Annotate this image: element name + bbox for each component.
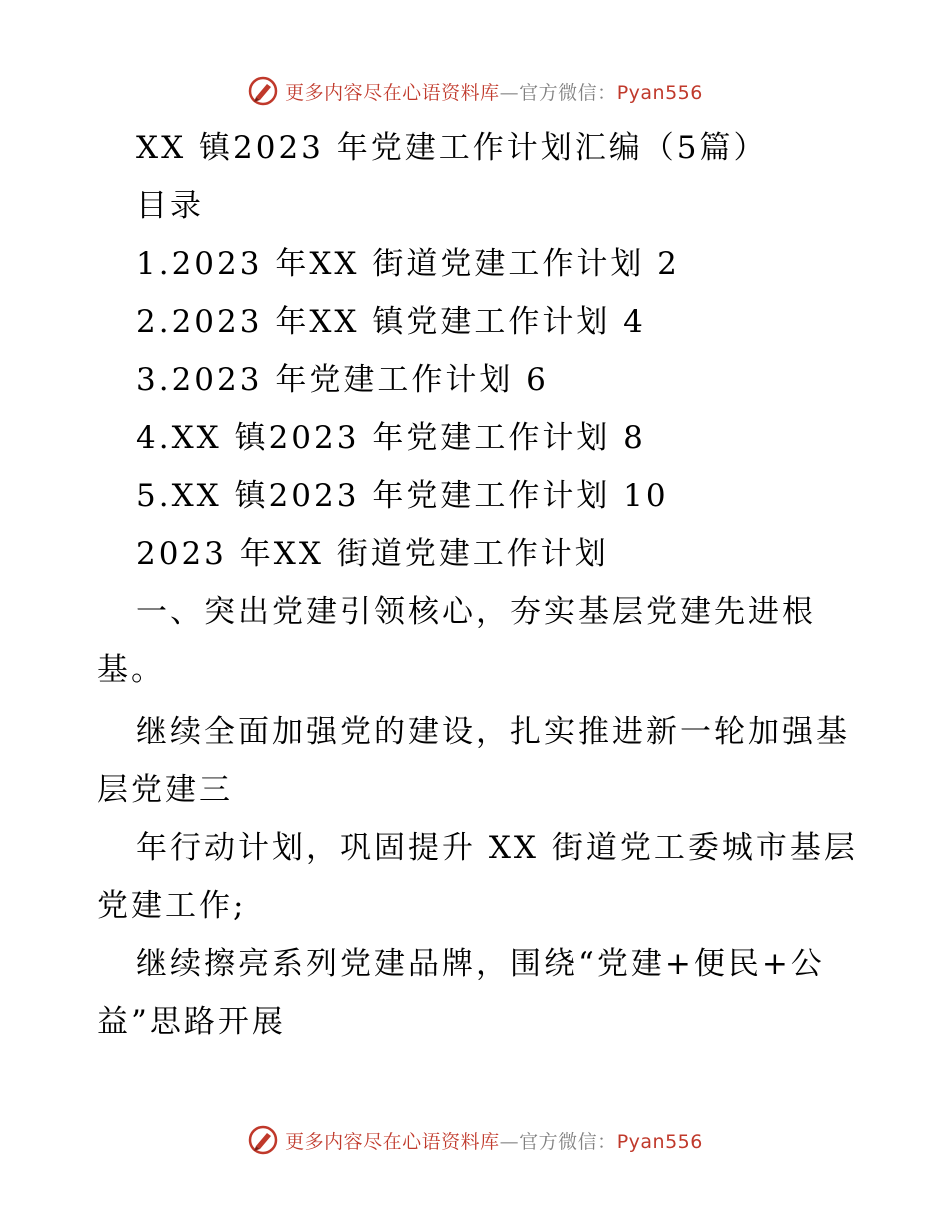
toc-item: 3.2023 年党建工作计划 6 bbox=[136, 362, 549, 398]
watermark-official-label: 官方微信： bbox=[519, 1130, 617, 1153]
document-title: XX 镇2023 年党建工作计划汇编（5篇） bbox=[136, 130, 768, 166]
header-watermark-text bbox=[285, 78, 703, 105]
footer-watermark-text bbox=[285, 1127, 703, 1154]
paragraph-line: 层党建三 bbox=[97, 772, 233, 808]
watermark-official-label: 官方微信： bbox=[519, 81, 617, 104]
paragraph-line: 基。 bbox=[97, 652, 165, 688]
paragraph-line: 益”思路开展 bbox=[97, 1004, 286, 1040]
paragraph-line: 继续全面加强党的建设，扎实推进新一轮加强基 bbox=[136, 714, 850, 750]
toc-item: 5.XX 镇2023 年党建工作计划 10 bbox=[136, 478, 669, 514]
section-title: 2023 年XX 街道党建工作计划 bbox=[136, 536, 609, 572]
watermark-dash: — bbox=[499, 1130, 520, 1153]
header-watermark-banner bbox=[0, 71, 950, 111]
watermark-main-text: 更多内容尽在心语资料库 bbox=[285, 81, 500, 104]
watermark-dash: — bbox=[499, 81, 520, 104]
toc-item: 4.XX 镇2023 年党建工作计划 8 bbox=[136, 420, 646, 456]
toc-item: 1.2023 年XX 街道党建工作计划 2 bbox=[136, 246, 680, 282]
paragraph-line: 党建工作; bbox=[97, 888, 247, 924]
toc-item: 2.2023 年XX 镇党建工作计划 4 bbox=[136, 304, 646, 340]
pen-logo-icon bbox=[247, 1124, 279, 1156]
toc-heading: 目录 bbox=[136, 188, 204, 224]
paragraph-line: 一、突出党建引领核心，夯实基层党建先进根 bbox=[136, 594, 816, 630]
paragraph-line: 继续擦亮系列党建品牌，围绕“党建+便民+公 bbox=[136, 946, 825, 982]
watermark-main-text: 更多内容尽在心语资料库 bbox=[285, 1130, 500, 1153]
pen-logo-icon bbox=[247, 75, 279, 107]
watermark-wechat-id: Pyan556 bbox=[616, 81, 703, 104]
watermark-wechat-id: Pyan556 bbox=[616, 1130, 703, 1153]
paragraph-line: 年行动计划，巩固提升 XX 街道党工委城市基层 bbox=[136, 830, 858, 866]
footer-watermark-banner bbox=[0, 1120, 950, 1160]
